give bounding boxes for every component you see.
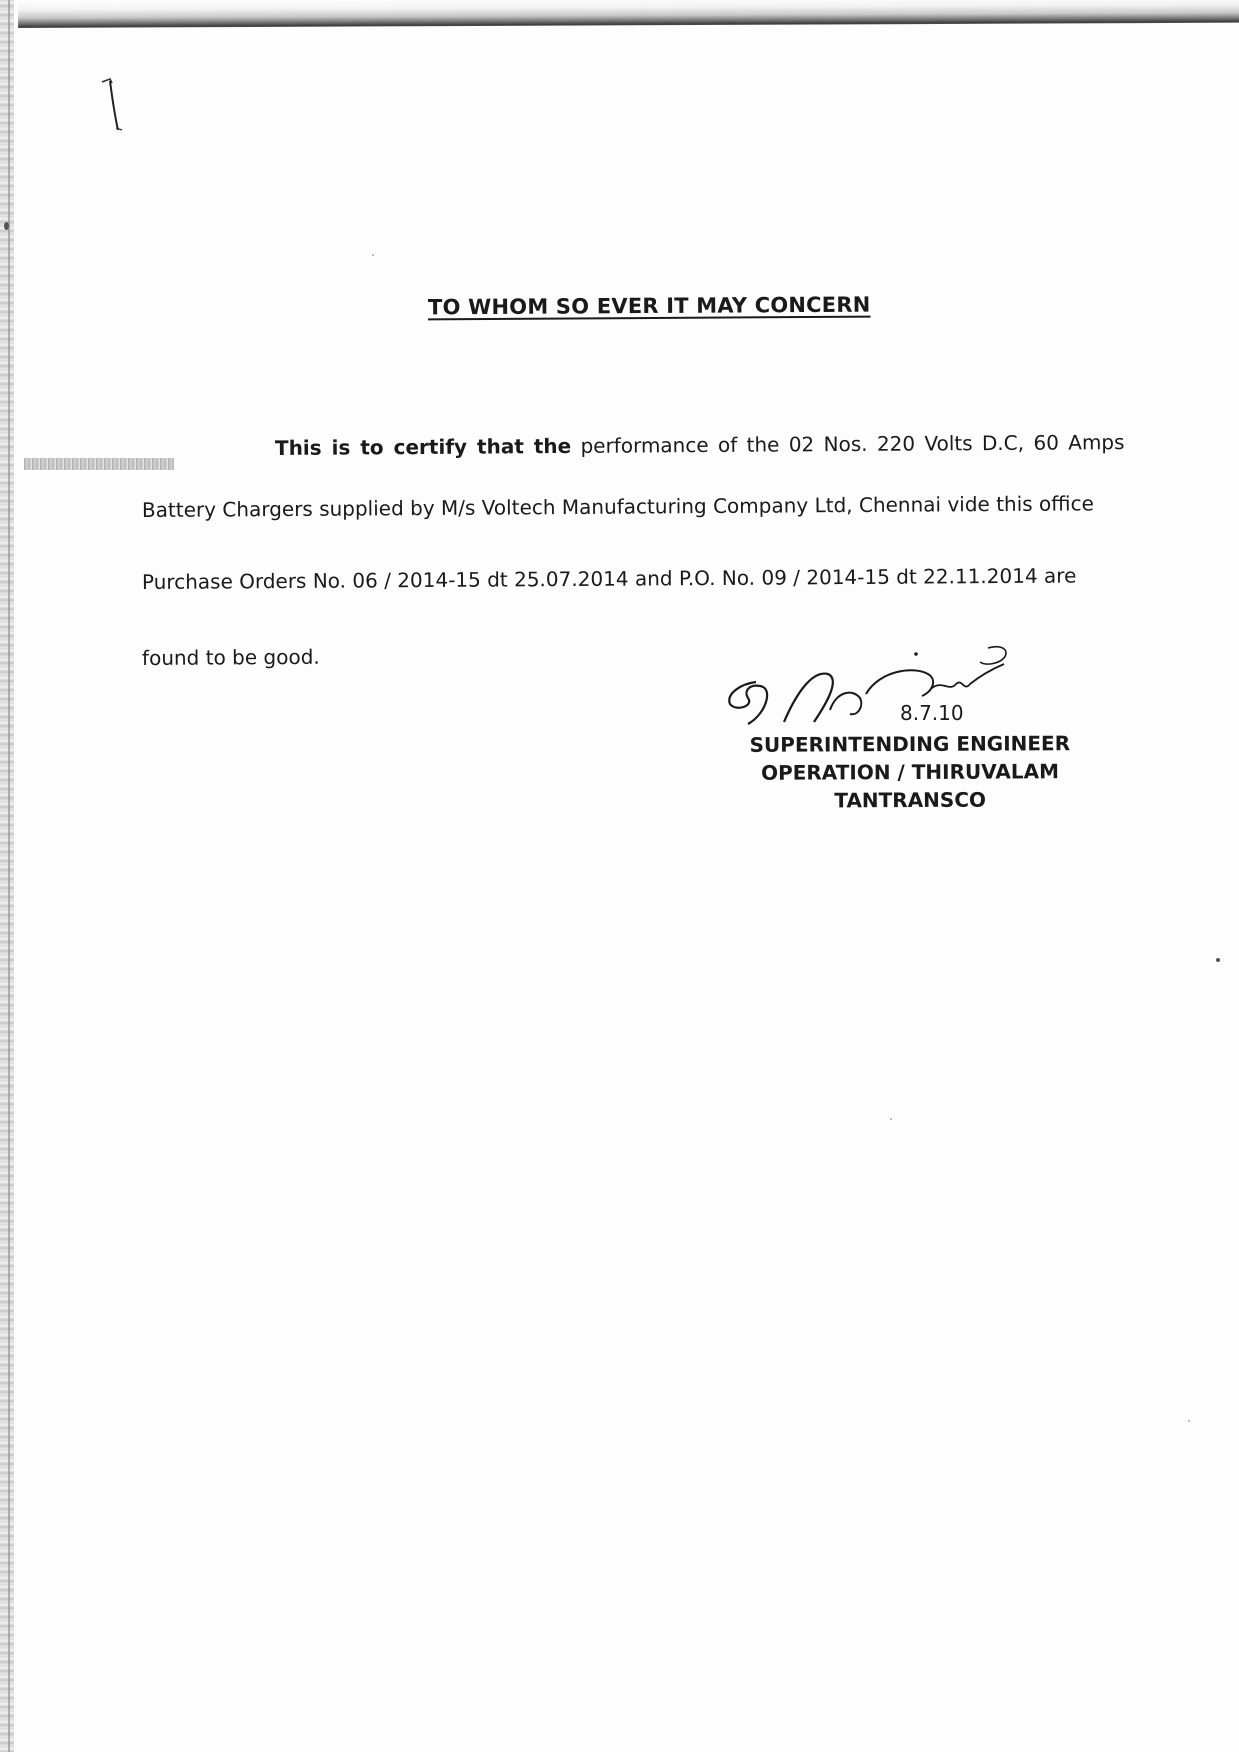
body-line-2: Battery Chargers supplied by M/s Voltech Manufacturing Company Ltd, Chennai vide this office	[141, 491, 1094, 522]
scan-speck	[372, 254, 374, 256]
body-line-1	[275, 430, 1125, 460]
scan-edge-line	[8, 0, 10, 1752]
scan-speck	[1188, 1420, 1190, 1422]
scan-speck	[1216, 958, 1220, 962]
scan-edge-top	[18, 0, 1239, 28]
signatory-department: OPERATION / THIRUVALAM	[760, 759, 1059, 785]
signatory-block	[730, 729, 1090, 815]
body-line-3: Purchase Orders No. 06 / 2014-15 dt 25.07.2014 and P.O. No. 09 / 2014-15 dt 22.11.2014 are	[141, 563, 1077, 594]
signatory-title: SUPERINTENDING ENGINEER	[749, 731, 1071, 757]
scan-streak	[24, 458, 174, 470]
body-line-1-text: performance of the 02 Nos. 220 Volts D.C, 60 Amps	[580, 430, 1125, 458]
body-lead-bold: This is to certify that the	[274, 433, 572, 460]
document-heading: TO WHOM SO EVER IT MAY CONCERN	[427, 292, 871, 320]
scan-speck	[890, 1118, 892, 1120]
signatory-organization: TANTRANSCO	[834, 787, 987, 813]
signature-date: 8.7.10	[900, 701, 964, 725]
scan-speck	[4, 222, 9, 230]
body-line-4: found to be good.	[141, 644, 320, 670]
handwritten-mark-icon	[96, 74, 136, 138]
scan-edge-left	[0, 0, 14, 1752]
